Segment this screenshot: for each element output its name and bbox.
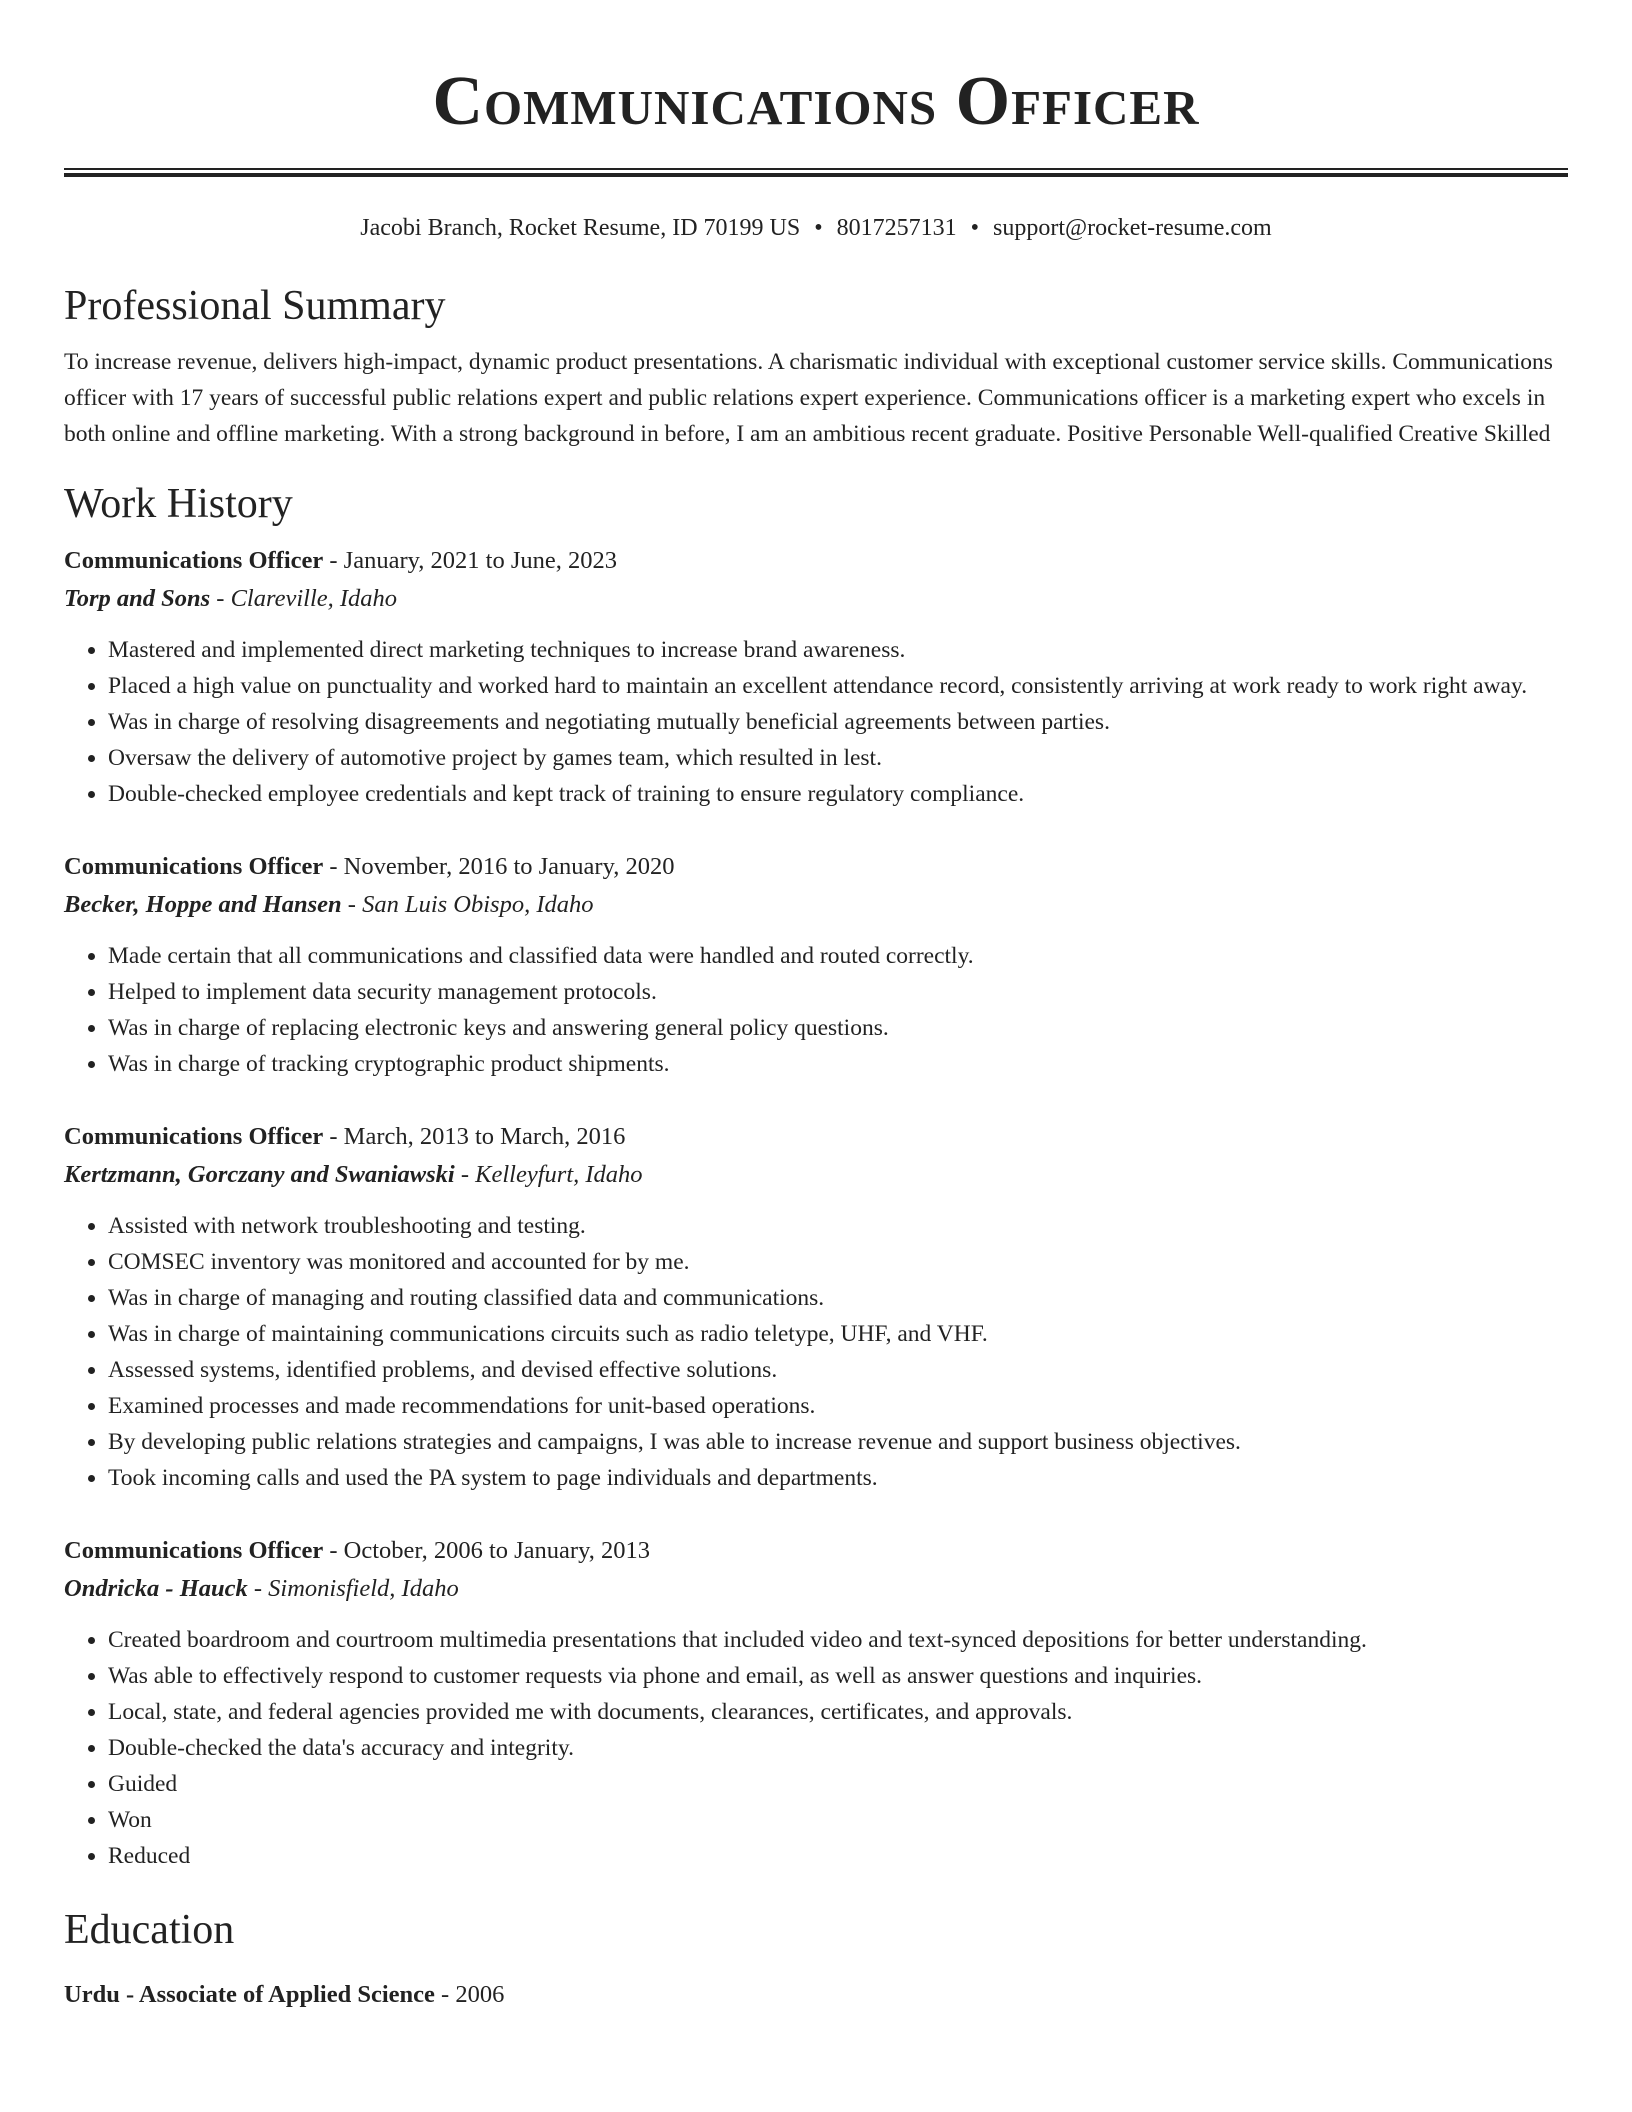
- title-divider: [64, 168, 1568, 177]
- education-year: - 2006: [434, 1981, 505, 2008]
- job-company: Becker, Hoppe and Hansen: [64, 891, 342, 918]
- list-item: • Double-checked employee credentials and kept track of training to ensure regulatory compliance.: [108, 776, 1568, 812]
- job-bullets: [64, 938, 1568, 1082]
- job-entry: [64, 1118, 1568, 1496]
- job-bullets: [64, 1622, 1568, 1874]
- job-dates: - March, 2013 to March, 2016: [323, 1123, 626, 1150]
- contact-email: support@rocket-resume.com: [993, 215, 1272, 241]
- resume-title: Communications Officer: [432, 63, 1200, 140]
- job-company: Torp and Sons: [64, 585, 211, 612]
- job-dates: - October, 2006 to January, 2013: [323, 1537, 650, 1564]
- education-entry: [64, 1976, 1568, 2014]
- job-location: - Clareville, Idaho: [210, 585, 398, 612]
- job-title-line: [64, 848, 1568, 886]
- contact-line: [64, 212, 1568, 244]
- job-title-line: [64, 542, 1568, 580]
- work-history-section: [64, 478, 1568, 1874]
- job-company: Ondricka - Hauck: [64, 1575, 248, 1602]
- list-item: • Was in charge of replacing electronic keys and answering general policy questions.: [108, 1010, 1568, 1046]
- contact-phone: 8017257131: [836, 215, 957, 241]
- job-title-line: [64, 1118, 1568, 1156]
- job-role: Communications Officer: [64, 853, 324, 880]
- job-role: Communications Officer: [64, 1537, 324, 1564]
- job-company: Kertzmann, Gorczany and Swaniawski: [64, 1161, 455, 1188]
- job-location: - San Luis Obispo, Idaho: [341, 891, 594, 918]
- job-dates: - November, 2016 to January, 2020: [323, 853, 675, 880]
- list-item: • Assisted with network troubleshooting and testing.: [108, 1208, 1568, 1244]
- contact-address: Jacobi Branch, Rocket Resume, ID 70199 US: [360, 215, 801, 241]
- list-item: • Was in charge of tracking cryptographic product shipments.: [108, 1046, 1568, 1082]
- job-company-line: [64, 1156, 1568, 1194]
- list-item: • Was able to effectively respond to customer requests via phone and email, as well as answer questions and inquiries.: [108, 1658, 1568, 1694]
- summary-text: To increase revenue, delivers high-impact, dynamic product presentations. A charismatic individual with exceptional customer service skills. Communications officer with 17 years of successful public relations expert and public relations expert experience. Communications officer is a marketing expert who excels in both online and offline marketing. With a strong background in before, I am an ambitious recent graduate. Positive Personable Well-qualified Creative Skilled: [64, 349, 1553, 447]
- list-item: • Placed a high value on punctuality and worked hard to maintain an excellent attendance record, consistently arriving at work ready to work right away.: [108, 668, 1568, 704]
- list-item: • Won: [108, 1802, 1568, 1838]
- summary-heading: Professional Summary: [64, 283, 446, 329]
- education-degree: Urdu - Associate of Applied Science: [64, 1981, 435, 2008]
- list-item: • Oversaw the delivery of automotive project by games team, which resulted in lest.: [108, 740, 1568, 776]
- list-item: • Helped to implement data security management protocols.: [108, 974, 1568, 1010]
- job-entry: [64, 848, 1568, 1082]
- education-heading: Education: [64, 1907, 235, 1953]
- list-item: • Created boardroom and courtroom multimedia presentations that included video and text-synced depositions for better understanding.: [108, 1622, 1568, 1658]
- list-item: • By developing public relations strategies and campaigns, I was able to increase revenue and support business objectives.: [108, 1424, 1568, 1460]
- job-location: - Simonisfield, Idaho: [247, 1575, 459, 1602]
- list-item: • Assessed systems, identified problems, and devised effective solutions.: [108, 1352, 1568, 1388]
- list-item: • COMSEC inventory was monitored and accounted for by me.: [108, 1244, 1568, 1280]
- list-item: • Mastered and implemented direct marketing techniques to increase brand awareness.: [108, 632, 1568, 668]
- list-item: • Double-checked the data's accuracy and integrity.: [108, 1730, 1568, 1766]
- job-role: Communications Officer: [64, 547, 324, 574]
- job-title-line: [64, 1532, 1568, 1570]
- job-company-line: [64, 580, 1568, 618]
- job-entry: [64, 542, 1568, 812]
- contact-separator: •: [814, 215, 823, 241]
- job-company-line: [64, 886, 1568, 924]
- list-item: • Reduced: [108, 1838, 1568, 1874]
- list-item: • Took incoming calls and used the PA system to page individuals and departments.: [108, 1460, 1568, 1496]
- list-item: • Was in charge of maintaining communications circuits such as radio teletype, UHF, and VHF.: [108, 1316, 1568, 1352]
- job-role: Communications Officer: [64, 1123, 324, 1150]
- education-section: [64, 1904, 1568, 2014]
- list-item: • Was in charge of managing and routing classified data and communications.: [108, 1280, 1568, 1316]
- list-item: • Was in charge of resolving disagreements and negotiating mutually beneficial agreements between parties.: [108, 704, 1568, 740]
- work-history-heading: Work History: [64, 481, 293, 527]
- list-item: • Made certain that all communications and classified data were handled and routed correctly.: [108, 938, 1568, 974]
- professional-summary-section: [64, 280, 1568, 452]
- job-bullets: [64, 632, 1568, 812]
- job-company-line: [64, 1570, 1568, 1608]
- job-location: - Kelleyfurt, Idaho: [454, 1161, 643, 1188]
- contact-separator: •: [970, 215, 980, 241]
- job-dates: - January, 2021 to June, 2023: [323, 547, 617, 574]
- job-bullets: [64, 1208, 1568, 1496]
- list-item: • Guided: [108, 1766, 1568, 1802]
- list-item: • Examined processes and made recommendations for unit-based operations.: [108, 1388, 1568, 1424]
- job-entry: [64, 1532, 1568, 1874]
- list-item: • Local, state, and federal agencies provided me with documents, clearances, certificates, and approvals.: [108, 1694, 1568, 1730]
